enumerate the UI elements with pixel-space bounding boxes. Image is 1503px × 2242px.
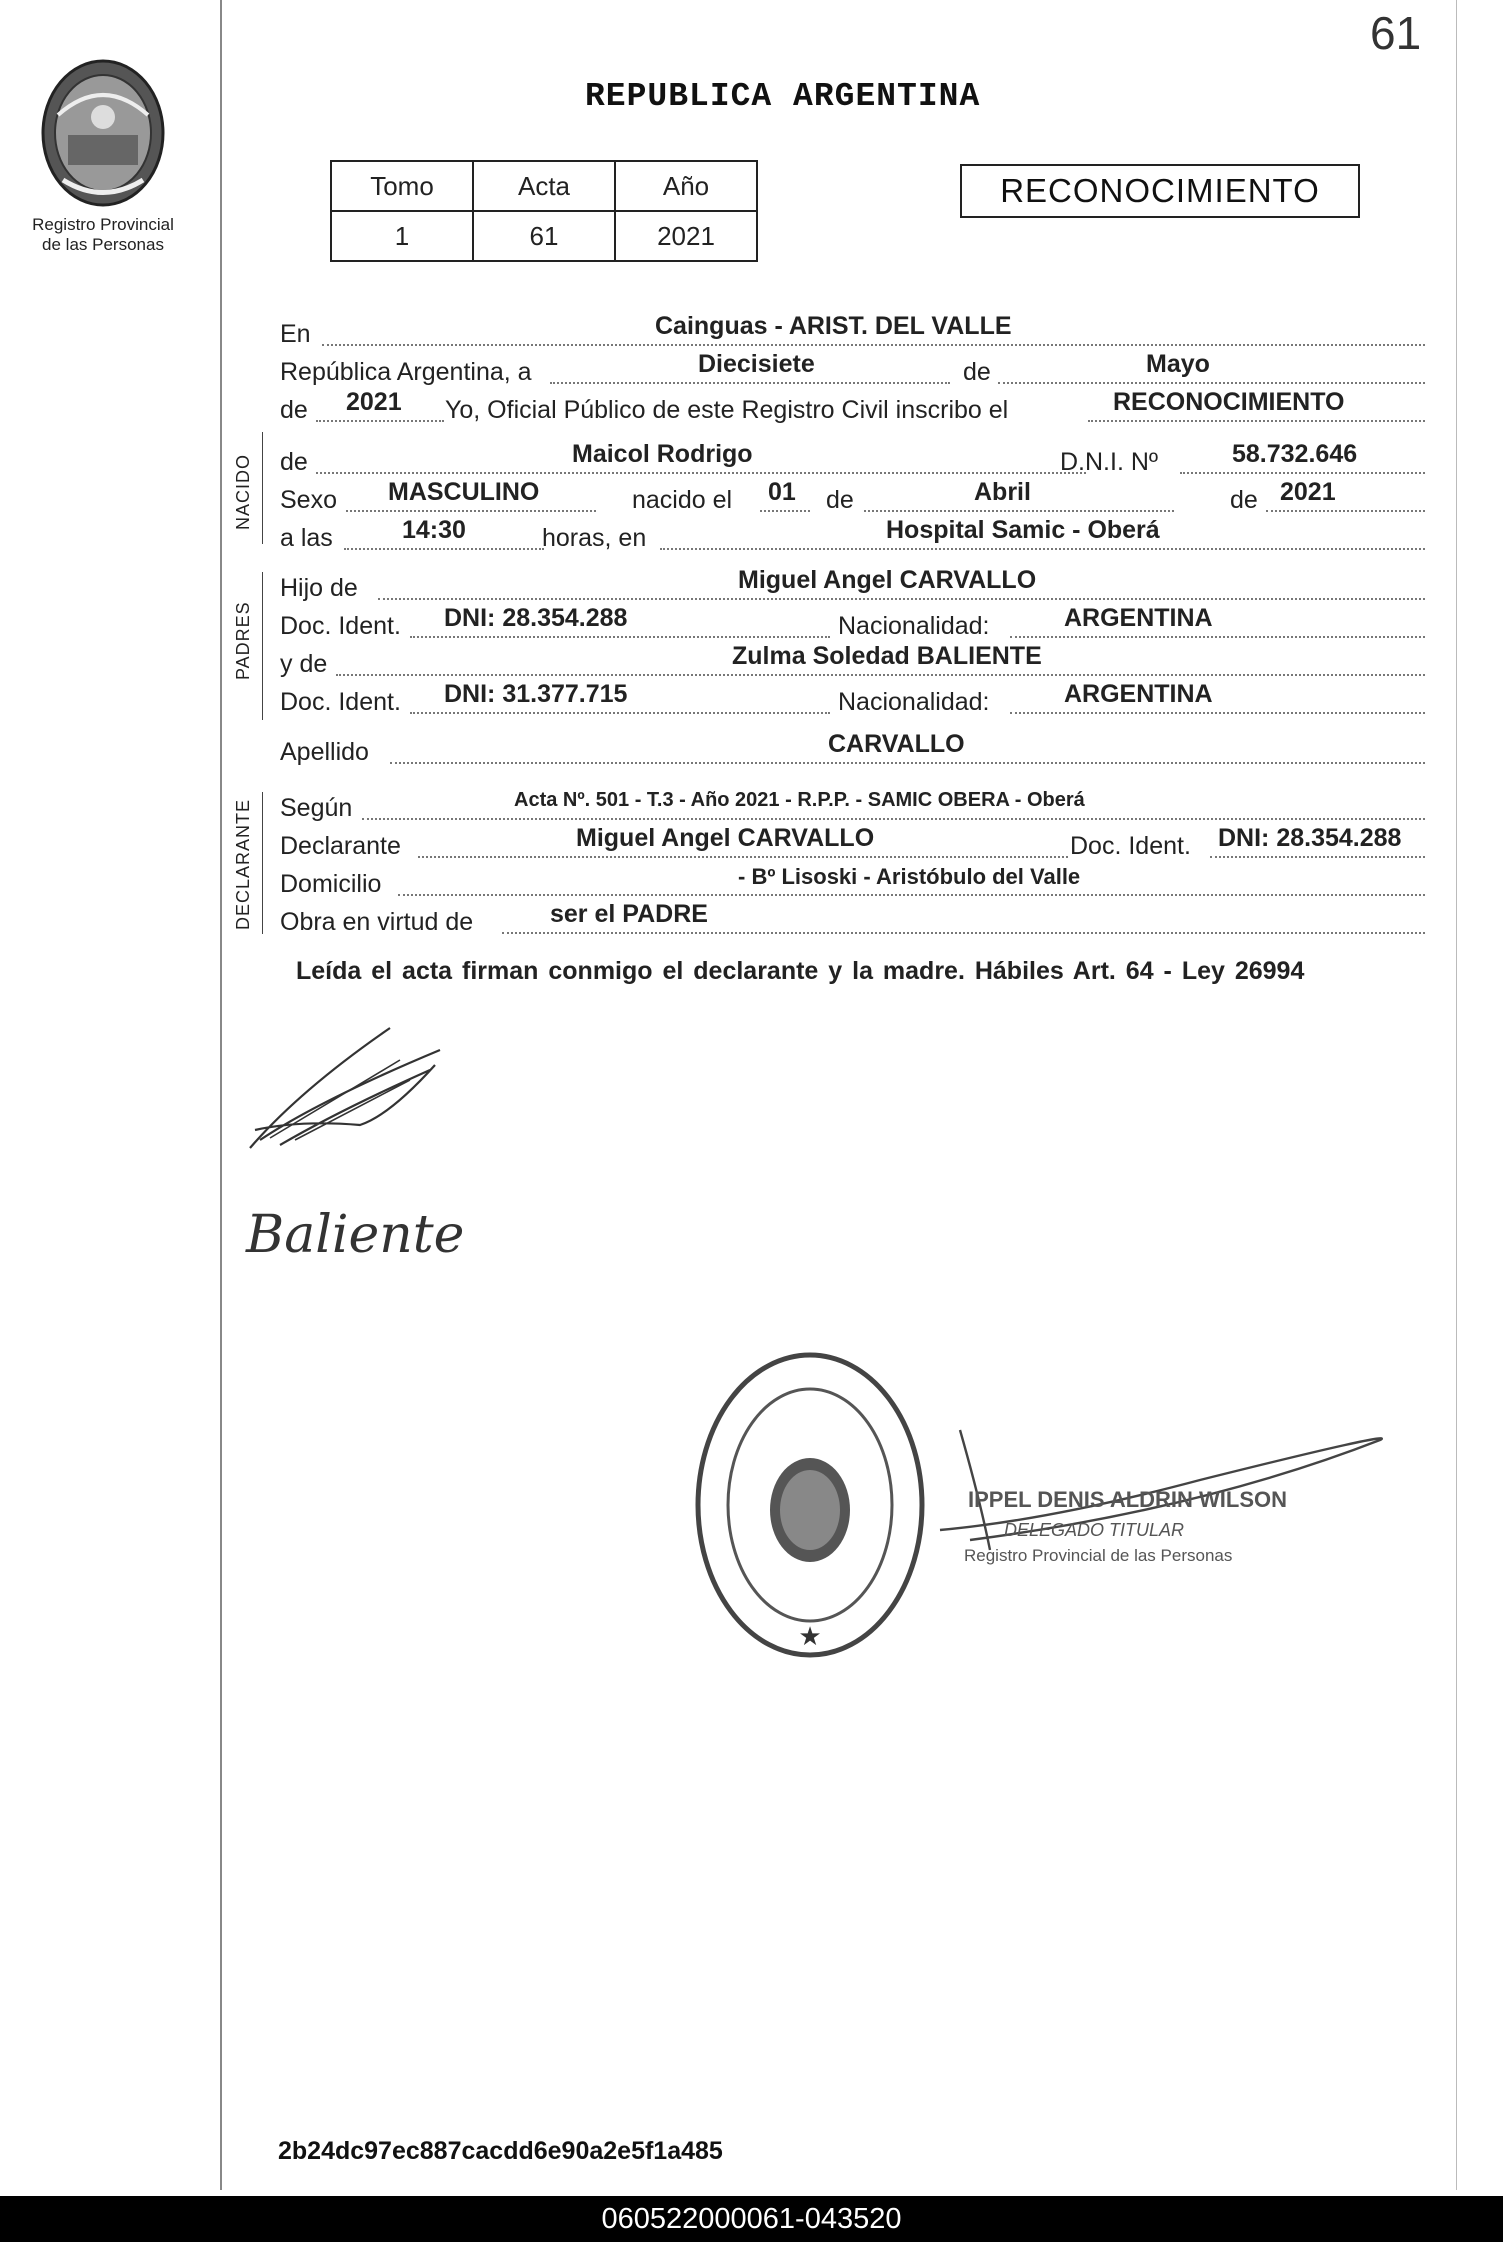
value-tomo: 1 — [331, 211, 473, 261]
declarante-doc-label: Doc. Ident. — [1070, 832, 1191, 860]
segun-label: Según — [280, 794, 353, 822]
father-dni-value: DNI: 28.354.288 — [444, 604, 628, 632]
footer-code-bar: 060522000061-043520 — [0, 2196, 1503, 2242]
nacido-de2-label: de — [826, 486, 854, 514]
nacido-de3-label: de — [1230, 486, 1258, 514]
en-label: En — [280, 320, 311, 348]
record-type-box: RECONOCIMIENTO — [960, 164, 1360, 218]
apellido-value: CARVALLO — [828, 730, 965, 758]
nacido-de-label: de — [280, 448, 308, 476]
birth-month-value: Abril — [974, 478, 1031, 506]
declarante-value: Miguel Angel CARVALLO — [576, 824, 875, 852]
birth-day-value: 01 — [768, 478, 796, 506]
a-las-label: a las — [280, 524, 333, 552]
row-y-de — [280, 642, 1425, 682]
child-name-value: Maicol Rodrigo — [572, 440, 753, 468]
closing-statement: Leída el acta firman conmigo el declarante y la madre. Hábiles Art. 64 - Ley 26994 — [296, 957, 1305, 985]
left-margin-line — [220, 0, 222, 2190]
document-hash: 2b24dc97ec887cacdd6e90a2e5f1a485 — [278, 2137, 723, 2165]
official-title: DELEGADO TITULAR — [1004, 1520, 1185, 1540]
doc1-label: Doc. Ident. — [280, 612, 401, 640]
svg-text:★: ★ — [798, 1621, 822, 1651]
row-oficial — [280, 388, 1425, 428]
mother-signature: Baliente — [246, 1205, 465, 1265]
registry-table — [330, 160, 758, 262]
logo-caption-line1: Registro Provincial — [32, 215, 174, 234]
obra-label: Obra en virtud de — [280, 908, 474, 936]
row-padre-doc — [280, 604, 1425, 644]
day-value: Diecisiete — [698, 350, 815, 378]
row-republica — [280, 350, 1425, 390]
en-value: Cainguas - ARIST. DEL VALLE — [655, 312, 1012, 340]
mother-nationality-value: ARGENTINA — [1064, 680, 1213, 708]
child-dni-value: 58.732.646 — [1232, 440, 1358, 468]
declarante-doc-value: DNI: 28.354.288 — [1218, 824, 1402, 852]
header-tomo: Tomo — [331, 161, 473, 211]
section-declarante-label: DECLARANTE — [233, 798, 253, 930]
right-margin-line — [1456, 0, 1457, 2190]
declarante-label: Declarante — [280, 832, 401, 860]
header-anio: Año — [615, 161, 757, 211]
row-domicilio — [280, 862, 1425, 902]
delegation-stamp-icon — [690, 1345, 930, 1665]
birth-time-value: 14:30 — [402, 516, 466, 544]
year-value: 2021 — [346, 388, 402, 416]
row-en — [280, 312, 1425, 352]
father-name-value: Miguel Angel CARVALLO — [738, 566, 1037, 594]
doc2-label: Doc. Ident. — [280, 688, 401, 716]
y-de-label: y de — [280, 650, 328, 678]
nac1-label: Nacionalidad: — [838, 612, 990, 640]
month-value: Mayo — [1146, 350, 1210, 378]
section-nacido-label: NACIDO — [233, 453, 253, 530]
horas-label: horas, en — [542, 524, 647, 552]
misiones-seal-icon — [33, 55, 173, 210]
birth-year-value: 2021 — [1280, 478, 1336, 506]
mother-dni-value: DNI: 31.377.715 — [444, 680, 628, 708]
row-segun — [280, 786, 1425, 826]
row-madre-doc — [280, 680, 1425, 720]
sexo-label: Sexo — [280, 486, 337, 514]
acto-value: RECONOCIMIENTO — [1113, 388, 1345, 416]
row-nacido-nombre — [280, 440, 1425, 480]
row-hijo-de — [280, 566, 1425, 606]
hijo-de-label: Hijo de — [280, 574, 358, 602]
dni-label: D.N.I. Nº — [1060, 448, 1159, 476]
nac2-label: Nacionalidad: — [838, 688, 990, 716]
value-acta: 61 — [473, 211, 615, 261]
birth-place-value: Hospital Samic - Oberá — [886, 516, 1160, 544]
domicilio-label: Domicilio — [280, 870, 382, 898]
row-nacido-hora — [280, 516, 1425, 556]
row-declarante — [280, 824, 1425, 864]
row-nacido-sexo — [280, 478, 1425, 518]
registry-table-header-row — [331, 161, 757, 211]
father-nationality-value: ARGENTINA — [1064, 604, 1213, 632]
official-name: IPPEL DENIS ALDRIN WILSON — [968, 1487, 1288, 1512]
page-number: 61 — [1370, 7, 1422, 59]
official-org: Registro Provincial de las Personas — [964, 1546, 1233, 1565]
de1-label: de — [963, 358, 991, 386]
sexo-value: MASCULINO — [388, 478, 540, 506]
nacido-el-label: nacido el — [632, 486, 733, 514]
row-apellido — [280, 730, 1425, 770]
de2-label: de — [280, 396, 308, 424]
domicilio-value: - Bº Lisoski - Aristóbulo del Valle — [738, 864, 1081, 889]
registry-logo — [18, 55, 188, 255]
document-title: REPUBLICA ARGENTINA — [585, 78, 981, 115]
header-acta: Acta — [473, 161, 615, 211]
oficial-label: Yo, Oficial Público de este Registro Civil inscribo el — [445, 396, 1009, 424]
obra-value: ser el PADRE — [550, 900, 708, 928]
registry-table-value-row — [331, 211, 757, 261]
declarant-signature-icon — [240, 1020, 460, 1160]
republica-label: República Argentina, a — [280, 358, 532, 386]
apellido-label: Apellido — [280, 738, 369, 766]
value-anio: 2021 — [615, 211, 757, 261]
row-obra — [280, 900, 1425, 940]
mother-name-value: Zulma Soledad BALIENTE — [732, 642, 1042, 670]
section-padres-label: PADRES — [233, 601, 253, 680]
segun-value: Acta Nº. 501 - T.3 - Año 2021 - R.P.P. - SAMIC OBERA - Oberá — [514, 789, 1085, 811]
logo-caption-line2: de las Personas — [42, 235, 164, 254]
